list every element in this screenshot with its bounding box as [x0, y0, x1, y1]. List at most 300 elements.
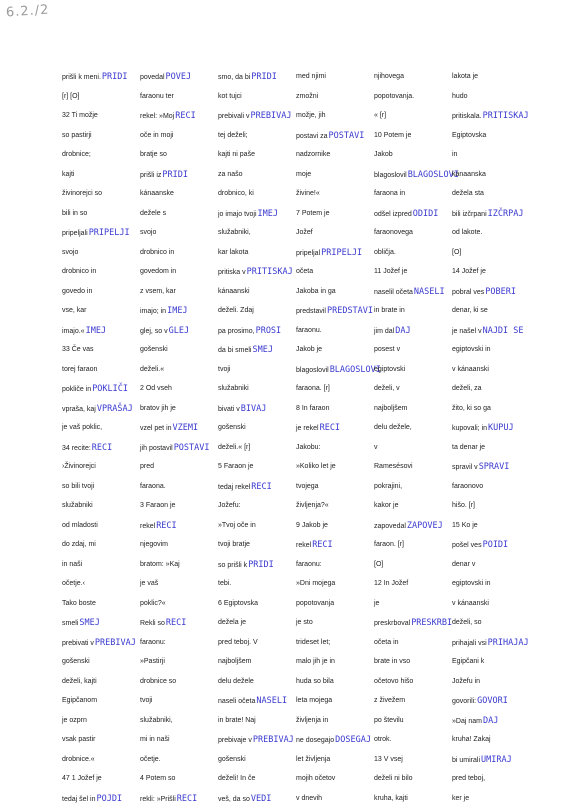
- word-text: Jakob je: [296, 346, 323, 353]
- word-text: z živežem: [374, 697, 406, 704]
- word-text: drobnice so: [140, 677, 177, 685]
- word-cell: [218, 774, 255, 784]
- word-text: prišli k meni.: [62, 74, 101, 81]
- word-cell: [218, 482, 272, 493]
- word-text: bratom: »Kaj: [140, 560, 180, 568]
- word-text: 7 Potem je: [296, 209, 330, 217]
- word-text: tvoji: [140, 697, 153, 704]
- word-text: bili izčrpani: [452, 210, 487, 218]
- word-cell: [218, 735, 294, 746]
- word-cell: [374, 287, 445, 298]
- word-cell: [62, 170, 74, 180]
- handwritten-annotation: IMEJ: [85, 325, 107, 336]
- word-text: mojih očetov: [296, 775, 336, 782]
- word-cell: [452, 774, 485, 784]
- word-cell: [452, 657, 484, 667]
- word-text: faraonu:: [296, 560, 322, 568]
- word-text: 33 Če vas: [62, 346, 94, 353]
- word-text: rekel: »Moj: [140, 113, 175, 120]
- word-cell: [374, 443, 378, 453]
- word-text: dežela je: [218, 619, 247, 626]
- word-cell: [140, 443, 210, 454]
- word-text: Egipčani k: [452, 658, 485, 665]
- word-cell: [374, 209, 438, 220]
- word-text: moje: [296, 170, 312, 178]
- word-cell: [140, 677, 176, 687]
- handwritten-annotation: PRIHAJAJ: [487, 637, 529, 648]
- word-cell: [452, 482, 483, 492]
- word-cell: [218, 287, 250, 297]
- word-text: blagoslovil: [374, 171, 407, 179]
- word-text: 47 1 Jožef je: [62, 775, 102, 782]
- word-cell: [140, 638, 166, 648]
- word-text: obličja.: [374, 248, 396, 256]
- word-text: kánaanski: [218, 287, 250, 295]
- word-text: so bili tvoji: [62, 482, 95, 490]
- word-text: faraonu:: [140, 638, 166, 646]
- word-cell: [218, 599, 258, 609]
- word-text: popotovanja: [296, 599, 335, 607]
- word-cell: [140, 111, 196, 122]
- word-cell: [452, 384, 482, 394]
- word-text: faraonovega: [374, 229, 413, 236]
- word-cell: [140, 306, 188, 317]
- word-cell: [296, 521, 328, 531]
- word-cell: [374, 423, 412, 433]
- word-cell: [140, 501, 175, 511]
- word-cell: [218, 462, 253, 472]
- word-text: poklic?«: [140, 599, 166, 607]
- word-text: v kánaanski: [452, 599, 489, 607]
- word-cell: [62, 521, 98, 531]
- word-cell: [140, 774, 175, 784]
- handwritten-annotation: RECI: [312, 540, 333, 550]
- word-cell: [374, 72, 404, 82]
- handwritten-annotation: RECI: [165, 618, 187, 628]
- word-cell: [218, 696, 287, 707]
- word-text: povedal: [140, 74, 165, 81]
- handwritten-annotation: PRIDI: [248, 559, 274, 570]
- word-cell: [218, 92, 242, 102]
- word-text: rekel: [296, 542, 312, 549]
- word-text: ker je: [452, 794, 470, 802]
- word-text: pokliče in: [62, 386, 92, 393]
- word-text: faraon. [r]: [374, 541, 404, 548]
- word-text: brate in vso: [374, 658, 411, 665]
- word-text: tebi.: [218, 580, 232, 587]
- word-text: pripeljali: [62, 230, 88, 237]
- word-text: 15 Ko je: [452, 521, 478, 529]
- word-text: pobral ves: [452, 288, 485, 296]
- word-text: »Dni mojega: [296, 580, 336, 587]
- word-text: naseli očeta: [218, 698, 256, 705]
- word-cell: [452, 696, 508, 707]
- word-text: kot tujci: [218, 92, 242, 100]
- word-cell: [140, 345, 168, 355]
- word-cell: [296, 92, 318, 102]
- word-text: preskrboval: [374, 620, 411, 627]
- word-cell: [62, 540, 96, 550]
- word-cell: [374, 345, 400, 355]
- word-cell: [62, 774, 102, 784]
- handwritten-annotation: POIDI: [482, 540, 509, 550]
- word-text: Ramesésovi: [374, 463, 413, 470]
- word-text: 13 V vsej: [374, 755, 403, 763]
- word-cell: [452, 618, 482, 628]
- word-cell: [374, 501, 399, 511]
- word-text: očeta in: [374, 638, 399, 646]
- word-text: drobnice;: [62, 151, 91, 158]
- word-cell: [218, 716, 256, 726]
- word-text: faraonovo: [452, 482, 484, 490]
- word-text: Jakobu:: [296, 443, 321, 451]
- word-text: deželi. Zdaj: [218, 307, 254, 314]
- word-cell: [62, 794, 122, 805]
- word-text: služabniki,: [218, 229, 251, 236]
- word-text: let življenja: [296, 755, 331, 763]
- word-text: imajo.«: [62, 327, 85, 335]
- handwritten-annotation: SMEJ: [79, 618, 100, 628]
- word-cell: [140, 579, 158, 589]
- word-cell: [452, 209, 523, 220]
- word-cell: [62, 423, 102, 433]
- word-cell: [140, 482, 166, 492]
- word-text: življenja in: [296, 716, 329, 724]
- word-cell: [62, 345, 94, 355]
- handwritten-annotation: BIVAJ: [240, 403, 267, 414]
- word-cell: [62, 677, 97, 687]
- word-text: drobnice.«: [62, 755, 95, 763]
- word-text: vpraša, kaj: [62, 405, 96, 413]
- word-text: bi umirali: [452, 756, 481, 764]
- word-text: 9 Jakob je: [296, 521, 328, 529]
- word-cell: [140, 72, 191, 83]
- word-text: Jožefu:: [218, 502, 241, 509]
- word-cell: [296, 111, 326, 121]
- word-text: svojo: [140, 229, 157, 236]
- word-text: ›Živinorejci: [62, 463, 96, 470]
- word-cell: [140, 150, 167, 160]
- word-text: je: [374, 599, 380, 607]
- word-cell: [218, 72, 277, 83]
- word-text: Rekli so: [140, 620, 165, 627]
- handwritten-annotation: GLEJ: [168, 325, 190, 336]
- word-cell: [62, 716, 87, 726]
- word-text: deželi, za: [452, 385, 482, 392]
- word-text: bivati v: [218, 405, 240, 413]
- word-cell: [140, 462, 154, 472]
- word-cell: [62, 287, 92, 297]
- handwritten-annotation: IMEJ: [257, 208, 278, 219]
- word-cell: [452, 501, 475, 511]
- word-cell: [452, 716, 498, 727]
- word-text: živine!«: [296, 190, 320, 197]
- word-cell: [296, 540, 333, 551]
- word-text: prišli iz: [140, 171, 162, 179]
- word-text: je rekel: [296, 425, 319, 432]
- word-cell: [296, 404, 329, 414]
- word-cell: [296, 560, 322, 570]
- word-text: pa prosimo,: [218, 327, 255, 335]
- handwritten-annotation: POJDI: [96, 793, 123, 804]
- word-cell: [374, 794, 408, 804]
- word-cell: [218, 209, 278, 220]
- word-cell: [140, 755, 161, 765]
- handwritten-annotation: RECI: [91, 442, 113, 453]
- word-text: nadzornike: [296, 151, 331, 158]
- word-text: veš, da so: [218, 795, 250, 803]
- word-cell: [140, 189, 174, 199]
- word-cell: [62, 209, 87, 219]
- word-cell: [62, 404, 133, 415]
- word-cell: [452, 150, 457, 160]
- word-text: imajo; in: [140, 308, 167, 315]
- word-text: 11 Jožef je: [374, 268, 408, 275]
- word-cell: [62, 599, 96, 609]
- word-text: »Daj nam: [452, 717, 482, 725]
- handwritten-annotation: BLAGOSLOVI: [329, 364, 381, 375]
- word-text: faraona.: [140, 482, 166, 490]
- word-cell: [452, 345, 491, 355]
- handwritten-annotation: PREBIVAJ: [250, 111, 292, 121]
- word-cell: [374, 677, 413, 687]
- word-cell: [62, 755, 95, 765]
- word-text: v: [374, 443, 378, 451]
- word-text: hišo. [r]: [452, 502, 475, 509]
- word-text: je vaš poklic,: [62, 424, 103, 431]
- word-text: prebivali v: [218, 113, 250, 120]
- word-text: zapovedal: [374, 522, 406, 530]
- word-text: da bi smeli: [218, 347, 252, 354]
- word-text: kruha, kajti: [374, 794, 408, 802]
- word-text: egiptovski: [374, 365, 406, 373]
- handwritten-annotation: RECI: [176, 793, 198, 804]
- word-text: 32 Ti možje: [62, 112, 98, 119]
- word-text: deželi! In če: [218, 775, 256, 782]
- word-text: lakota je: [452, 73, 479, 80]
- word-cell: [140, 92, 174, 102]
- word-cell: [62, 560, 82, 570]
- word-cell: [62, 657, 90, 667]
- word-cell: [218, 677, 254, 687]
- handwritten-annotation: RECI: [251, 481, 272, 492]
- word-cell: [374, 189, 405, 199]
- word-text: je ozprn: [62, 716, 87, 724]
- handwritten-annotation: PRIDI: [251, 72, 277, 82]
- word-text: za našo: [218, 170, 243, 178]
- word-text: spravil v: [452, 464, 478, 471]
- word-text: faraona. [r]: [296, 385, 330, 392]
- word-cell: [218, 579, 231, 589]
- word-text: služabniki: [62, 502, 93, 509]
- word-cell: [140, 365, 164, 375]
- handwritten-annotation: PRIDI: [101, 72, 128, 82]
- word-cell: [296, 462, 336, 472]
- word-text: predstavil: [296, 308, 326, 315]
- handwritten-annotation: PREBIVAJ: [94, 637, 136, 648]
- handwritten-annotation: RECI: [156, 520, 177, 531]
- word-text: »Koliko let je: [296, 463, 336, 470]
- word-text: in brate in: [374, 307, 405, 314]
- word-text: naselil očeta: [374, 288, 413, 296]
- word-cell: [452, 599, 489, 609]
- word-cell: [62, 326, 106, 337]
- word-text: očetje.: [140, 755, 161, 763]
- word-cell: [218, 443, 250, 453]
- word-cell: [374, 92, 414, 102]
- handwritten-annotation: IZČRPAJ: [487, 208, 524, 219]
- word-text: tedaj šel in: [62, 795, 96, 803]
- word-cell: [62, 131, 92, 141]
- word-cell: [452, 677, 480, 687]
- word-cell: [218, 326, 281, 337]
- word-text: služabniki,: [140, 716, 173, 724]
- word-text: tedaj rekel: [218, 483, 251, 491]
- word-cell: [218, 131, 248, 141]
- word-text: ta denar je: [452, 443, 486, 451]
- word-text: delu dežele: [218, 677, 254, 685]
- word-text: življenja?«: [296, 502, 329, 509]
- word-text: kakor je: [374, 502, 399, 509]
- word-cell: [452, 560, 475, 570]
- word-text: najboljšem: [218, 658, 252, 665]
- word-cell: [218, 501, 241, 511]
- handwritten-annotation: UMIRAJ: [481, 754, 512, 765]
- word-cell: [62, 248, 78, 258]
- word-cell: [374, 638, 399, 648]
- word-text: očetovo hišo: [374, 677, 414, 685]
- word-cell: [218, 170, 243, 180]
- word-cell: [452, 111, 529, 122]
- word-text: deželi, v: [374, 385, 400, 392]
- handwritten-annotation: RECI: [319, 423, 341, 433]
- handwritten-annotation: DAJ: [482, 715, 499, 726]
- word-text: pritiska v: [218, 269, 246, 276]
- word-cell: [374, 599, 379, 609]
- word-text: govedom in: [140, 268, 177, 275]
- handwritten-annotation: KUPUJ: [488, 423, 514, 433]
- handwritten-annotation: POKLIČI: [92, 384, 129, 394]
- word-text: rekel: [140, 522, 156, 530]
- word-text: od mladosti: [62, 521, 98, 529]
- word-text: pošel ves: [452, 542, 482, 549]
- handwritten-annotation: NAJDI SE: [482, 325, 524, 336]
- word-cell: [452, 404, 491, 414]
- word-text: ne dosegajo: [296, 737, 335, 744]
- word-cell: [140, 423, 198, 434]
- handwritten-annotation: PRITISKAJ: [246, 267, 293, 277]
- word-cell: [218, 248, 248, 258]
- word-cell: [218, 267, 293, 278]
- word-cell: [452, 170, 486, 180]
- word-cell: [374, 579, 408, 589]
- handwritten-annotation: PRIPELJI: [321, 247, 363, 258]
- word-cell: [62, 443, 112, 454]
- word-text: govedo in: [62, 287, 93, 295]
- word-text: bratov jih je: [140, 404, 176, 412]
- word-text: deželi, kajti: [62, 677, 97, 685]
- word-text: v kánaanski: [452, 365, 489, 373]
- word-text: 10 Potem je: [374, 131, 412, 139]
- word-cell: [374, 267, 407, 277]
- word-text: delu dežele,: [374, 424, 412, 431]
- word-cell: [452, 326, 524, 337]
- handwritten-annotation: PRIPELJI: [88, 228, 130, 238]
- word-text: smo, da bi: [218, 74, 251, 81]
- word-cell: [218, 384, 249, 394]
- word-cell: [296, 794, 322, 804]
- word-text: njihovega: [374, 73, 404, 80]
- handwritten-annotation: POBERI: [485, 286, 517, 297]
- word-text: je vaš: [140, 580, 159, 587]
- word-text: popotovanja.: [374, 92, 415, 100]
- word-cell: [452, 521, 478, 531]
- word-text: deželi ni bilo: [374, 775, 413, 782]
- word-text: [O]: [374, 560, 384, 568]
- word-text: Jakoba in ga: [296, 287, 336, 295]
- word-text: najboljšem: [374, 404, 408, 412]
- word-cell: [452, 579, 491, 589]
- handwritten-annotation: VZEMI: [172, 423, 199, 433]
- word-text: denar v: [452, 560, 476, 568]
- handwritten-annotation: VPRAŠAJ: [96, 403, 133, 414]
- word-text: Tako boste: [62, 599, 96, 607]
- word-text: govorili:: [452, 698, 477, 705]
- word-text: gošenski: [140, 346, 168, 353]
- word-text: očeta: [296, 268, 314, 275]
- word-cell: [218, 638, 258, 648]
- word-text: Jakob: [374, 151, 393, 158]
- word-cell: [218, 306, 254, 316]
- word-text: vzel pet in: [140, 425, 172, 432]
- word-cell: [62, 111, 98, 121]
- word-cell: [140, 384, 172, 394]
- word-cell: [62, 501, 93, 511]
- word-text: egiptovski in: [452, 580, 491, 587]
- word-text: denar, ki se: [452, 307, 488, 314]
- word-cell: [452, 794, 469, 804]
- word-cell: [296, 638, 330, 648]
- word-cell: [140, 170, 188, 181]
- word-text: deželi, so: [452, 619, 482, 626]
- word-cell: [374, 404, 407, 414]
- word-cell: [296, 345, 322, 355]
- word-cell: [296, 677, 334, 687]
- word-text: vsak pastir: [62, 736, 96, 743]
- word-text: smeli: [62, 620, 79, 627]
- word-cell: [62, 618, 100, 629]
- word-text: otrok.: [374, 736, 392, 743]
- word-cell: [218, 755, 246, 765]
- word-cell: [452, 267, 486, 277]
- handwritten-annotation: PRIDI: [162, 169, 188, 180]
- word-text: 2 Od vseh: [140, 385, 172, 392]
- word-cell: [374, 170, 459, 181]
- word-text: tvoji: [218, 365, 231, 373]
- word-cell: [62, 150, 91, 160]
- word-cell: [218, 657, 251, 667]
- word-cell: [452, 638, 529, 649]
- handwritten-annotation: DOSEGAJ: [335, 735, 371, 745]
- word-text: njegovim: [140, 541, 169, 548]
- word-cell: [140, 287, 176, 297]
- word-cell: [452, 423, 514, 434]
- word-cell: [296, 696, 332, 706]
- word-cell: [452, 365, 489, 375]
- word-cell: [452, 248, 461, 258]
- word-text: očetje.‹: [62, 580, 85, 587]
- word-cell: [140, 267, 176, 277]
